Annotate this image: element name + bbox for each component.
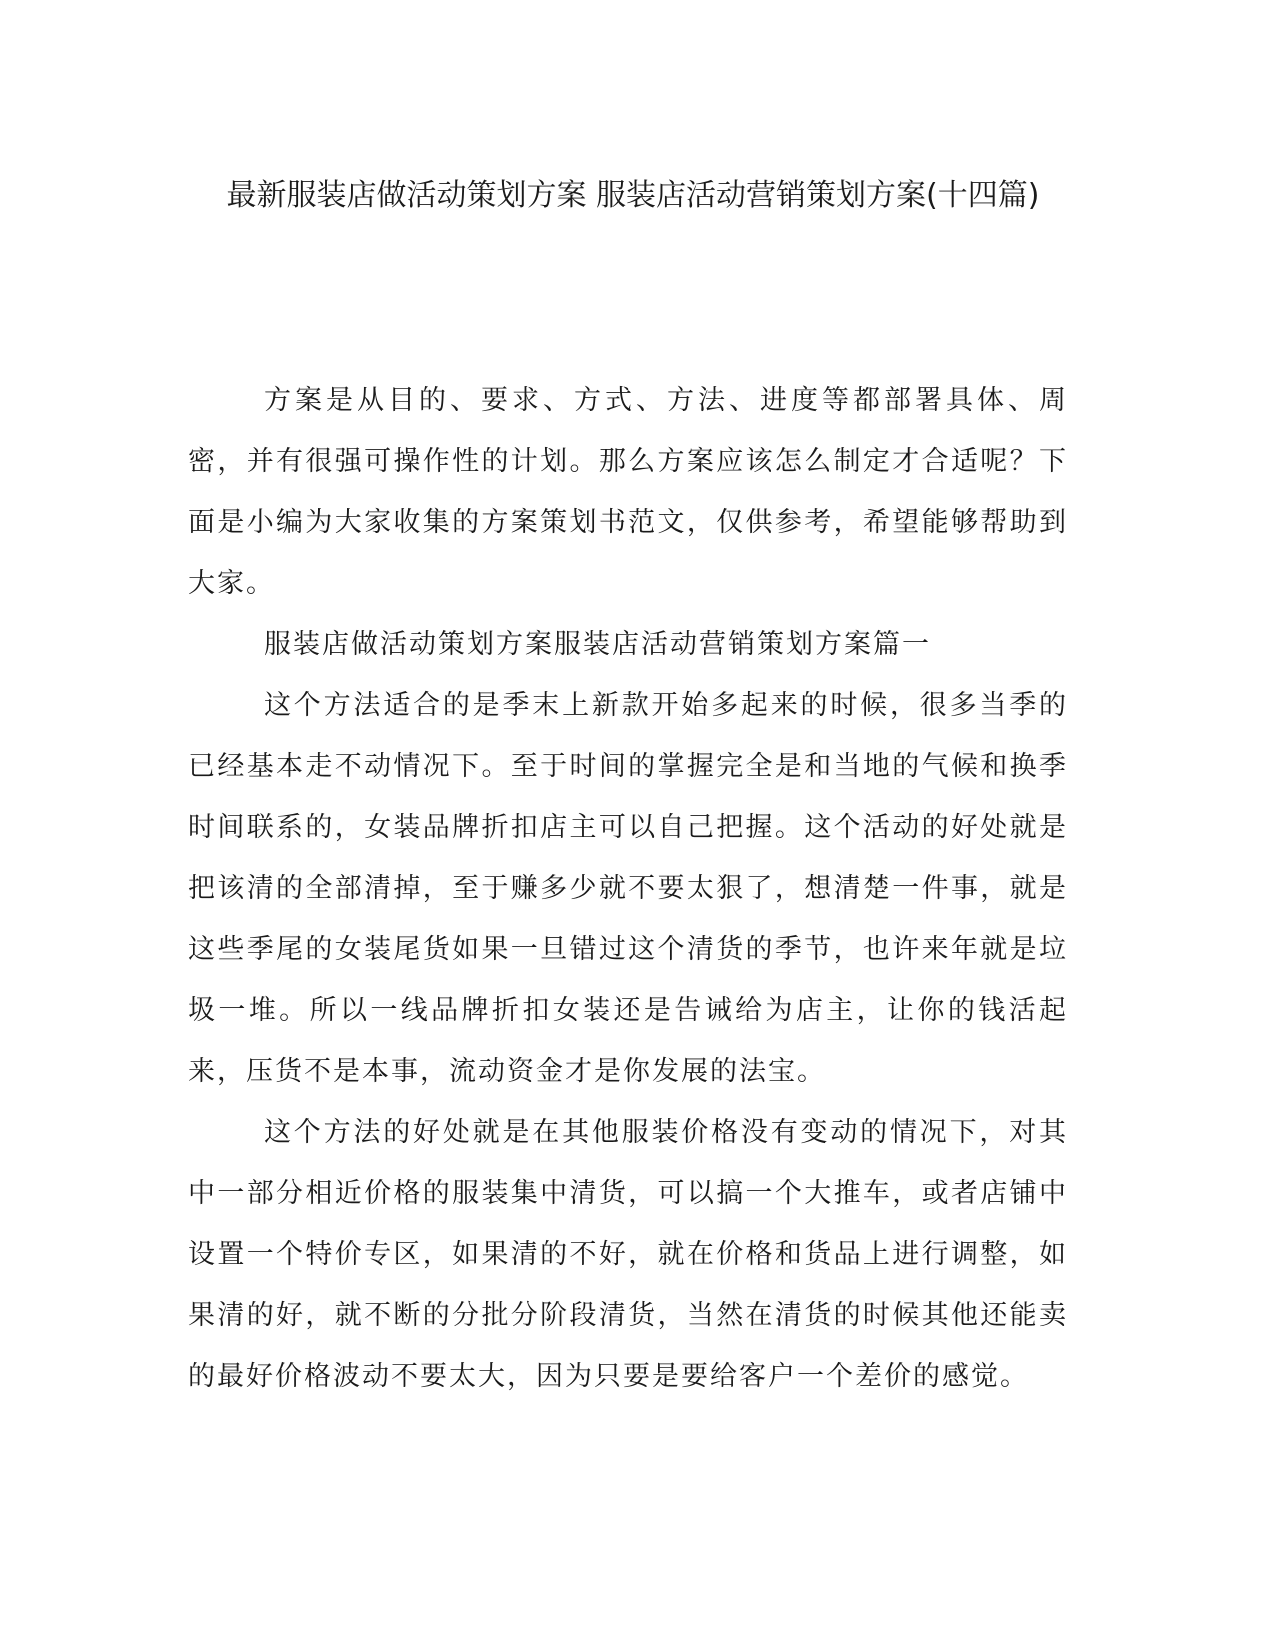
- document-title: 最新服装店做活动策划方案 服装店活动营销策划方案(十四篇): [226, 178, 1040, 213]
- intro-paragraph: 方案是从目的、要求、方式、方法、进度等都部署具体、周密，并有很强可操作性的计划。那么方案应该怎么制定才合适呢？下面是小编为大家收集的方案策划书范文，仅供参考，希望能够帮助到大家。: [188, 385, 1068, 599]
- document-body: [188, 370, 1068, 1407]
- section-heading: 服装店做活动策划方案服装店活动营销策划方案篇一: [264, 629, 931, 660]
- body-paragraph: 这个方法的好处就是在其他服装价格没有变动的情况下，对其中一部分相近价格的服装集中清货，可以搞一个大推车，或者店铺中设置一个特价专区，如果清的不好，就在价格和货品上进行调整，如果清的好，就不断的分批分阶段清货，当然在清货的时候其他还能卖的最好价格波动不要太大，因为只要是要给客户一个差价的感觉。: [188, 1117, 1068, 1392]
- body-paragraph: 这个方法适合的是季末上新款开始多起来的时候，很多当季的已经基本走不动情况下。至于时间的掌握完全是和当地的气候和换季时间联系的，女装品牌折扣店主可以自己把握。这个活动的好处就是把该清的全部清掉，至于赚多少就不要太狠了，想清楚一件事，就是这些季尾的女装尾货如果一旦错过这个清货的季节，也许来年就是垃圾一堆。所以一线品牌折扣女装还是告诫给为店主，让你的钱活起来，压货不是本事，流动资金才是你发展的法宝。: [188, 690, 1068, 1087]
